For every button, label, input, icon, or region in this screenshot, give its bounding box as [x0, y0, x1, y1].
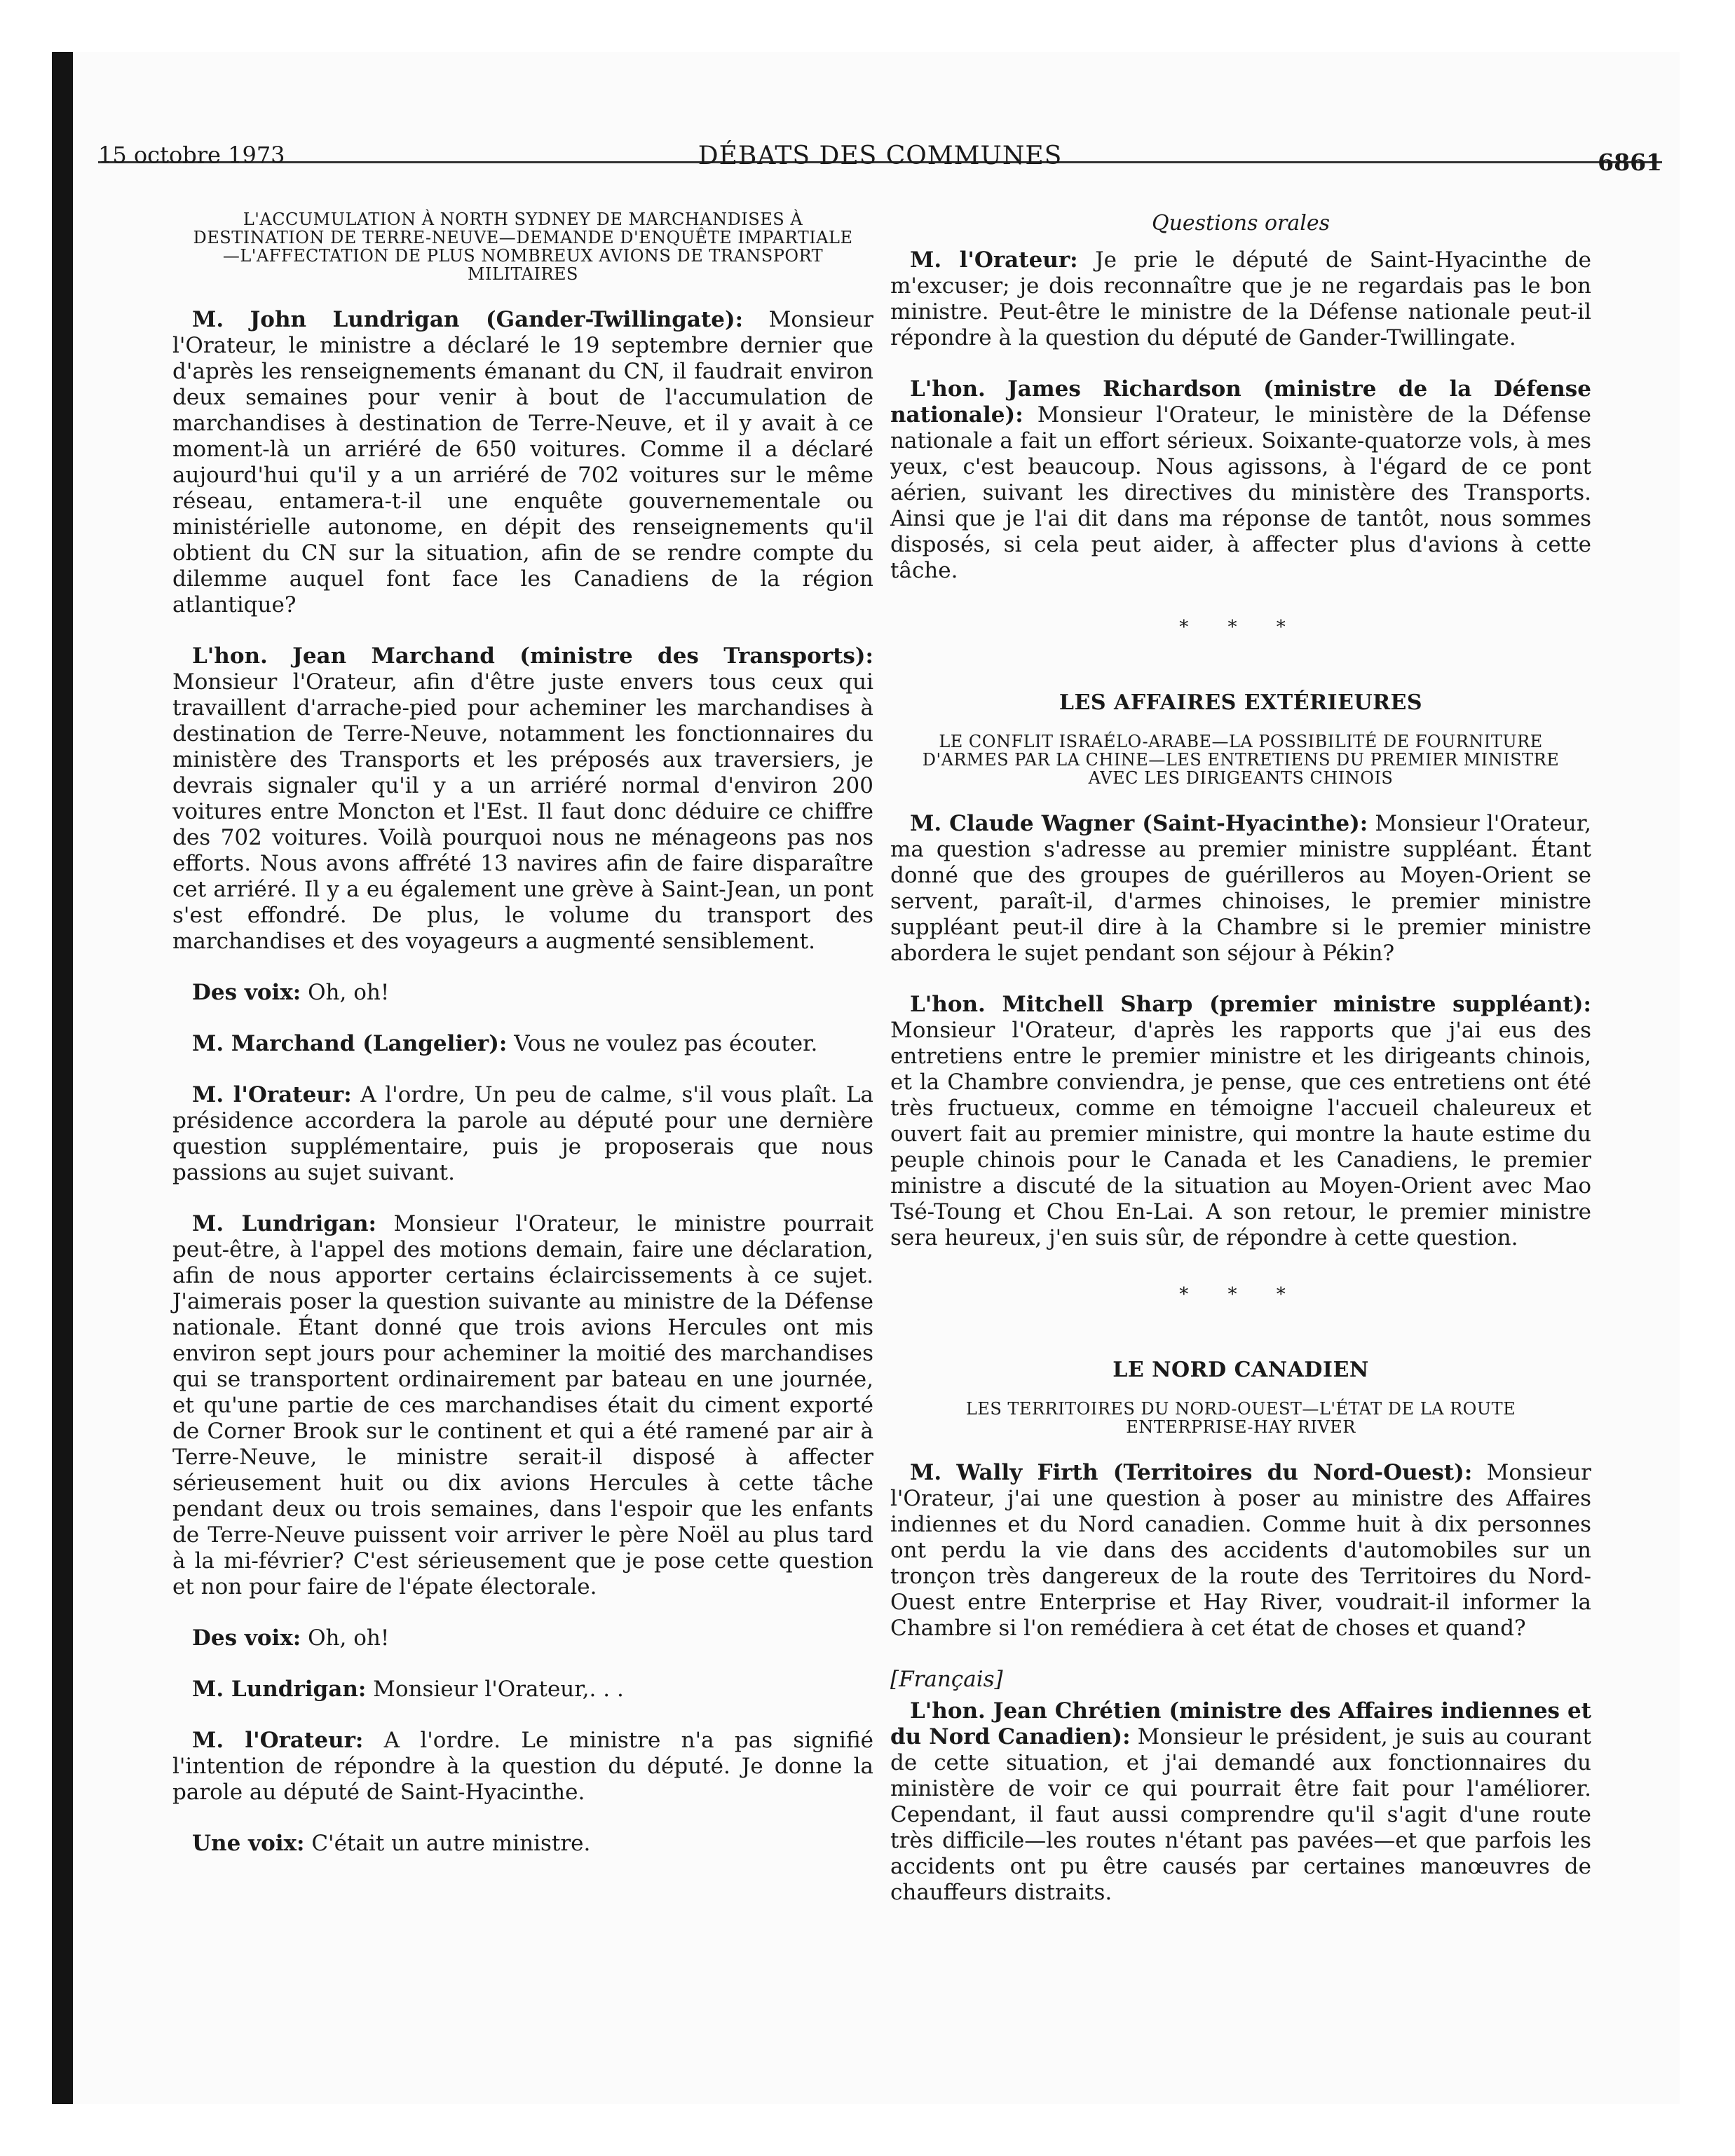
right-column	[890, 210, 1591, 1931]
speech: Monsieur l'Orateur, j'ai une question à poser au ministre des Affaires indiennes et du Nord canadien. Comme huit à dix personnes ont perdu la vie dans des accidents d'automobiles sur un tronçon très dangereux de la route des Territoires du Nord-Ouest entre Enterprise et Hay River, voudrait-il informer la Chambre si l'on remédiera à cet état de choses et quand?	[890, 1460, 1591, 1641]
language-tag: [Français]	[890, 1667, 1003, 1692]
section-separator: * * *	[1179, 1284, 1302, 1305]
speech: A l'ordre. Le ministre n'a pas signifié l'intention de répondre à la question du député. Je donne la parole au député de Saint-Hyacinthe.	[172, 1728, 873, 1805]
speech: A l'ordre, Un peu de calme, s'il vous plaît. La présidence accordera la parole au député pour une dernière question supplémentaire, puis je proposerais que nous passions au sujet suivant.	[172, 1082, 873, 1185]
paragraph	[890, 1698, 1591, 1906]
paragraph	[172, 1082, 873, 1186]
running-head: Questions orales	[1151, 211, 1331, 236]
speech: Monsieur l'Orateur, le ministère de la Défense nationale a fait un effort sérieux. Soixante-quatorze vols, à mes yeux, c'est beaucoup. Nous agissons, à l'égard de ce pont aérien, suivant les directives du ministère des Transports. Ainsi que je l'ai dit dans ma réponse de tantôt, nous sommes disposés, si cela peut aider, à affecter plus d'avions à cette tâche.	[890, 402, 1591, 583]
paragraph	[890, 247, 1591, 351]
speaker: M. l'Orateur:	[192, 1728, 364, 1753]
speaker: Des voix:	[192, 980, 301, 1005]
speech: Monsieur l'Orateur, le ministre pourrait peut-être, à l'appel des motions demain, faire une déclaration, afin de nous apporter certains éclaircissements à ce sujet. J'aimerais poser la question suivante au ministre de la Défense nationale. Étant donné que trois avions Hercules ont mis environ sept jours pour acheminer la moitié des marchandises qui se transportent ordinairement par bateau en une journée, et qu'une partie de ces marchandises était du ciment exporté de Corner Brook sur le continent et qui a été ramené par air à Terre-Neuve, le ministre serait-il disposé à affecter sérieusement huit ou dix avions Hercules à cette tâche pendant deux ou trois semaines, dans l'espoir que les enfants de Terre-Neuve puissent voir arriver le père Noël au plus tard à la mi-février? C'est sérieusement que je pose cette question et non pour faire de l'épate électorale.	[172, 1211, 873, 1599]
speaker: M. Lundrigan:	[192, 1677, 367, 1702]
paragraph	[172, 1831, 873, 1857]
speech: Oh, oh!	[301, 1625, 390, 1651]
speaker: L'hon. Jean Marchand (ministre des Transports):	[192, 643, 873, 669]
speech: Monsieur le président, je suis au courant de cette situation, et j'ai demandé aux fonctionnaires du ministère de voir ce qui pourrait être fait pour l'améliorer. Cependant, il faut aussi comprendre qu'il s'agit d'une route très difficile—les routes n'étant pas pavées—et que parfois les accidents ont pu être causés par certaines manœuvres de chauffeurs distraits.	[890, 1724, 1591, 1905]
speech: Monsieur l'Orateur, le ministre a déclaré le 19 septembre dernier que d'après les renseignements émanant du CN, il faudrait environ deux semaines pour venir à bout de l'accumulation de marchandises à destination de Terre-Neuve, et il y avait à ce moment-là un arriéré de 650 voitures. Comme il a déclaré aujourd'hui qu'il y a un arriéré de 702 voitures sur le même réseau, entamera-t-il une enquête gouvernementale ou ministérielle autonome, en dépit des renseignements qu'il obtient du CN sur la situation, afin de se rendre compte du dilemme auquel font face les Canadiens de la région atlantique?	[172, 307, 873, 618]
speech: Monsieur l'Orateur,. . .	[366, 1677, 624, 1702]
section-subheading: L'ACCUMULATION À NORTH SYDNEY DE MARCHANDISES À DESTINATION DE TERRE-NEUVE—DEMANDE D'ENQUÊTE IMPARTIALE—L'AFFECTATION DE PLUS NOMBREUX AVIONS DE TRANSPORT MILITAIRES	[193, 210, 853, 284]
paragraph	[172, 307, 873, 618]
paragraph	[890, 376, 1591, 584]
paragraph	[172, 643, 873, 955]
speaker: M. Marchand (Langelier):	[192, 1031, 508, 1056]
paragraph	[172, 1677, 873, 1703]
speech: Monsieur l'Orateur, d'après les rapports que j'ai eus des entretiens entre le premier ministre et les dirigeants chinois, et la Chambre conviendra, je pense, que ces entretiens ont été très fructueux, comme en témoigne l'accueil chaleureux et ouvert fait au premier ministre, qui montre la haute estime du peuple chinois pour le Canada et les Canadiens, le premier ministre a discuté de la situation au Moyen-Orient avec Mao Tsé-Toung et Chou En-Lai. A son retour, le premier ministre sera heureux, j'en suis sûr, de répondre à cette question.	[890, 1018, 1591, 1250]
section-subheading: LE CONFLIT ISRAÉLO-ARABE—LA POSSIBILITÉ DE FOURNITURE D'ARMES PAR LA CHINE—LES ENTRETIENS DU PREMIER MINISTRE AVEC LES DIRIGEANTS CHINOIS	[922, 732, 1560, 788]
paragraph	[890, 992, 1591, 1251]
paragraph	[172, 1625, 873, 1651]
speaker: M. l'Orateur:	[910, 247, 1078, 273]
paragraph	[890, 1460, 1591, 1642]
header-page-number: 6861	[1598, 149, 1662, 176]
speaker: M. John Lundrigan (Gander-Twillingate):	[192, 307, 744, 332]
paragraph	[172, 1031, 873, 1057]
speaker: M. Claude Wagner (Saint-Hyacinthe):	[910, 811, 1368, 836]
scan-edge	[52, 52, 73, 2104]
speech: C'était un autre ministre.	[304, 1831, 591, 1856]
paragraph	[172, 1211, 873, 1600]
section-title: LE NORD CANADIEN	[1113, 1358, 1369, 1382]
speech: Je prie le député de Saint-Hyacinthe de m'excuser; je dois reconnaître que je ne regardais pas le bon ministre. Peut-être le ministre de la Défense nationale peut-il répondre à la question du député de Gander-Twillingate.	[890, 247, 1592, 350]
speech: Vous ne voulez pas écouter.	[507, 1031, 818, 1056]
speaker: L'hon. Mitchell Sharp (premier ministre suppléant):	[910, 992, 1591, 1017]
header-date: 15 octobre 1973	[98, 142, 285, 168]
speaker: L'hon. James Richardson (ministre de la Défense nationale):	[890, 376, 1591, 428]
speaker: L'hon. Jean Chrétien (ministre des Affaires indiennes et du Nord Canadien):	[890, 1698, 1591, 1749]
speaker: M. Wally Firth (Territoires du Nord-Ouest):	[910, 1460, 1473, 1485]
section-separator: * * *	[1179, 617, 1302, 638]
speech: Oh, oh!	[301, 980, 390, 1005]
speaker: M. Lundrigan:	[192, 1211, 376, 1236]
speech: Monsieur l'Orateur, afin d'être juste envers tous ceux qui travaillent d'arrache-pied pour acheminer les marchandises à destination de Terre-Neuve, notamment les fonctionnaires du ministère des Transports et les préposés aux traversiers, je devrais signaler qu'il y a un arriéré normal d'environ 200 voitures entre Moncton et l'Est. Il faut donc déduire ce chiffre des 702 voitures. Voilà pourquoi nous ne ménageons pas nos efforts. Nous avons affrété 13 navires afin de faire disparaître cet arriéré. Il y a eu également une grève à Saint-Jean, un pont s'est effondré. De plus, le volume du transport des marchandises et des voyageurs a augmenté sensiblement.	[172, 669, 873, 954]
paragraph	[172, 1728, 873, 1806]
header-title: DÉBATS DES COMMUNES	[698, 142, 1063, 170]
section-subheading: LES TERRITOIRES DU NORD-OUEST—L'ÉTAT DE LA ROUTE ENTERPRISE-HAY RIVER	[965, 1399, 1516, 1437]
speaker: M. l'Orateur:	[192, 1082, 352, 1107]
paragraph	[890, 811, 1591, 967]
speaker: Des voix:	[192, 1625, 301, 1651]
speaker: Une voix:	[192, 1831, 305, 1856]
section-title: LES AFFAIRES EXTÉRIEURES	[1059, 690, 1423, 715]
left-column	[172, 210, 873, 1882]
paragraph	[172, 980, 873, 1006]
page-header	[98, 91, 1662, 176]
speech: Monsieur l'Orateur, ma question s'adresse au premier ministre suppléant. Étant donné que des groupes de guérilleros au Moyen-Orient se servent, paraît-il, d'armes chinoises, le premier ministre suppléant peut-il dire à la Chambre si le premier ministre abordera le sujet pendant son séjour à Pékin?	[890, 811, 1591, 966]
